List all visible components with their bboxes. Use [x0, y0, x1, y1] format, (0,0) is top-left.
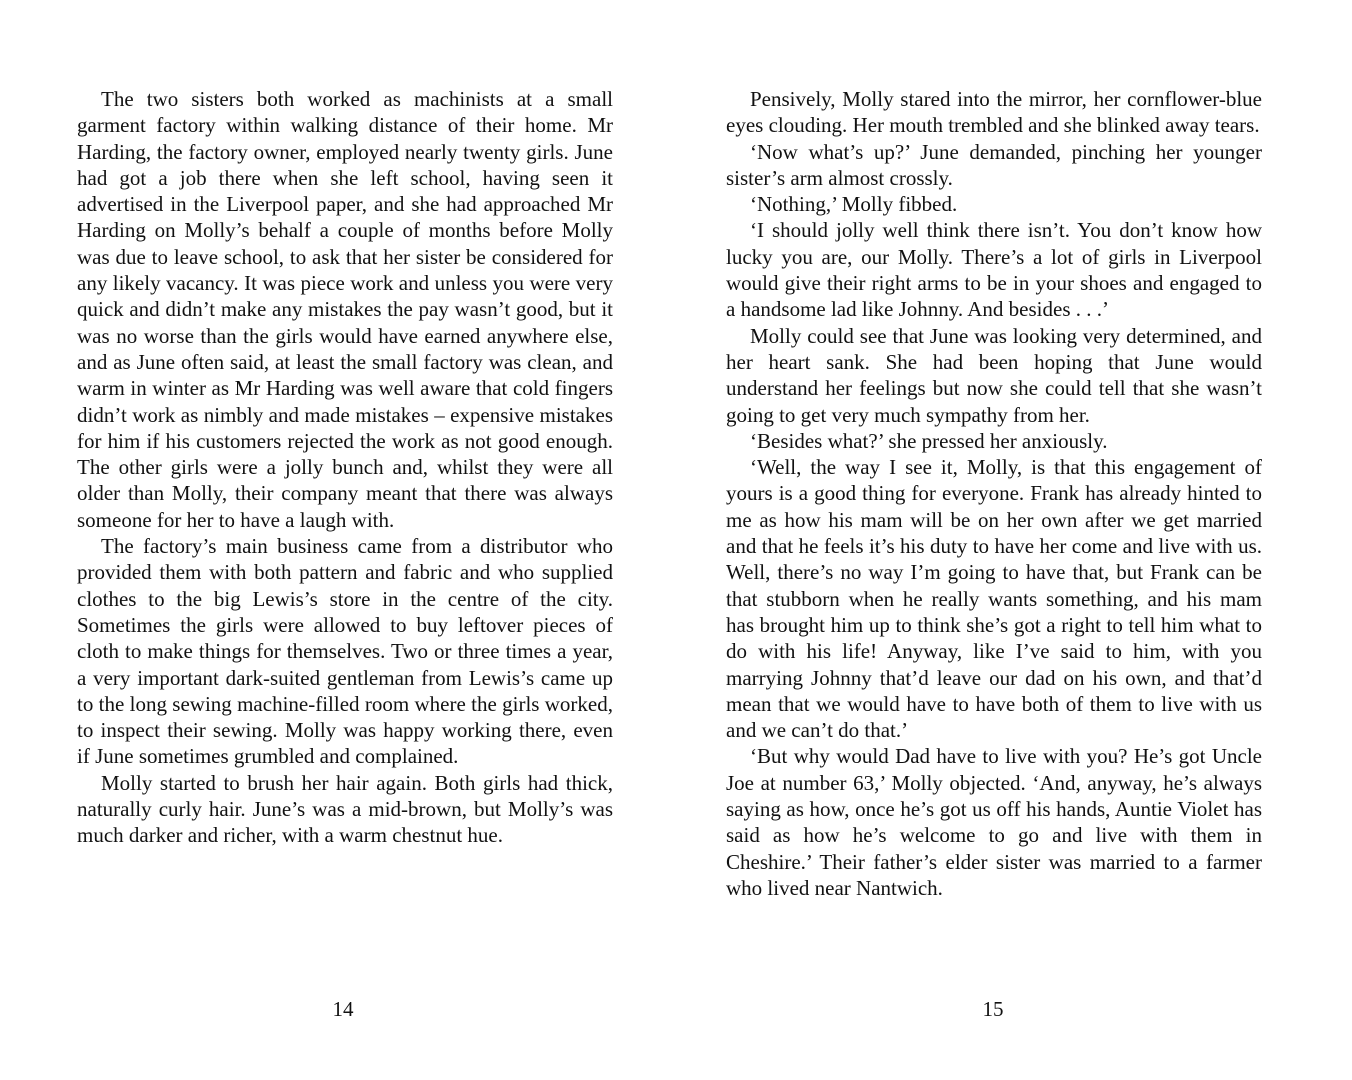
paragraph: The two sisters both worked as machinists at a small garment factory within walking distance of their home. Mr Harding, the factory owner, employed nearly twenty girls. June had got a job there when she left school, having seen it advertised in the Liverpool paper, and she had approached Mr Harding on Molly’s behalf a couple of months before Molly was due to leave school, to ask that her sister be considered for any likely vacancy. It was piece work and unless you were very quick and didn’t make any mistakes the pay wasn’t good, but it was no worse than the girls would have earned anywhere else, and as June often said, at least the small factory was clean, and warm in winter as Mr Harding was well aware that cold fingers didn’t work as nimbly and made mistakes – expensive mistakes for him if his customers rejected the work as not good enough. The other girls were a jolly bunch and, whilst they were all older than Molly, their company meant that there was always someone for her to have a laugh with.: [77, 87, 613, 532]
page-number-left: 14: [332, 997, 354, 1021]
paragraph: ‘Well, the way I see it, Molly, is that this engagement of yours is a good thing for everyone. Frank has already hinted to me as how his mam will be on her own after we get married and that he feels it’s his duty to have her come and live with us. Well, there’s no way I’m going to have that, but Frank can be that stubborn when he really wants something, and his mam has brought him up to think she’s got a right to tell him what to do with his life! Anyway, like I’ve said to him, with you marrying Johnny that’d leave our dad on his own, and that’d mean that we would have to have both of them to live with us and we can’t do that.’: [726, 455, 1262, 743]
right-page-text: [726, 86, 1262, 901]
paragraph: Pensively, Molly stared into the mirror, her cornflower-blue eyes clouding. Her mouth trembled and she blinked away tears.: [726, 87, 1262, 138]
paragraph: Molly could see that June was looking very determined, and her heart sank. She had been hoping that June would understand her feelings but now she could tell that she wasn’t going to get very much sympathy from her.: [726, 323, 1262, 427]
page-number-right: 15: [982, 997, 1004, 1021]
paragraph: ‘I should jolly well think there isn’t. You don’t know how lucky you are, our Molly. There’s a lot of girls in Liverpool would give their right arms to be in your shoes and engaged to a handsome lad like Johnny. And besides . . .’: [726, 218, 1262, 322]
paragraph: ‘Nothing,’ Molly fibbed.: [750, 192, 958, 217]
paragraph: ‘Now what’s up?’ June demanded, pinching her younger sister’s arm almost crossly.: [726, 139, 1262, 190]
paragraph: Molly started to brush her hair again. Both girls had thick, naturally curly hair. June’s was a mid-brown, but Molly’s was much darker and richer, with a warm chestnut hue.: [77, 770, 613, 848]
paragraph: The factory’s main business came from a distributor who provided them with both pattern and fabric and who supplied clothes to the big Lewis’s store in the centre of the city. Sometimes the girls were allowed to buy leftover pieces of cloth to make things for themselves. Two or three times a year, a very important dark-suited gentleman from Lewis’s came up to the long sewing machine-filled room where the girls worked, to inspect their sewing. Molly was happy working there, even if June sometimes grumbled and complained.: [77, 534, 613, 769]
left-page-text: [77, 86, 613, 849]
paragraph: ‘Besides what?’ she pressed her anxiously.: [750, 428, 1108, 453]
paragraph: ‘But why would Dad have to live with you? He’s got Uncle Joe at number 63,’ Molly objected. ‘And, anyway, he’s always saying as how, once he’s got us off his hands, Auntie Violet has said as how he’s welcome to go and live with them in Cheshire.’ Their father’s elder sister was married to a farmer who lived near Nantwich.: [726, 744, 1262, 900]
